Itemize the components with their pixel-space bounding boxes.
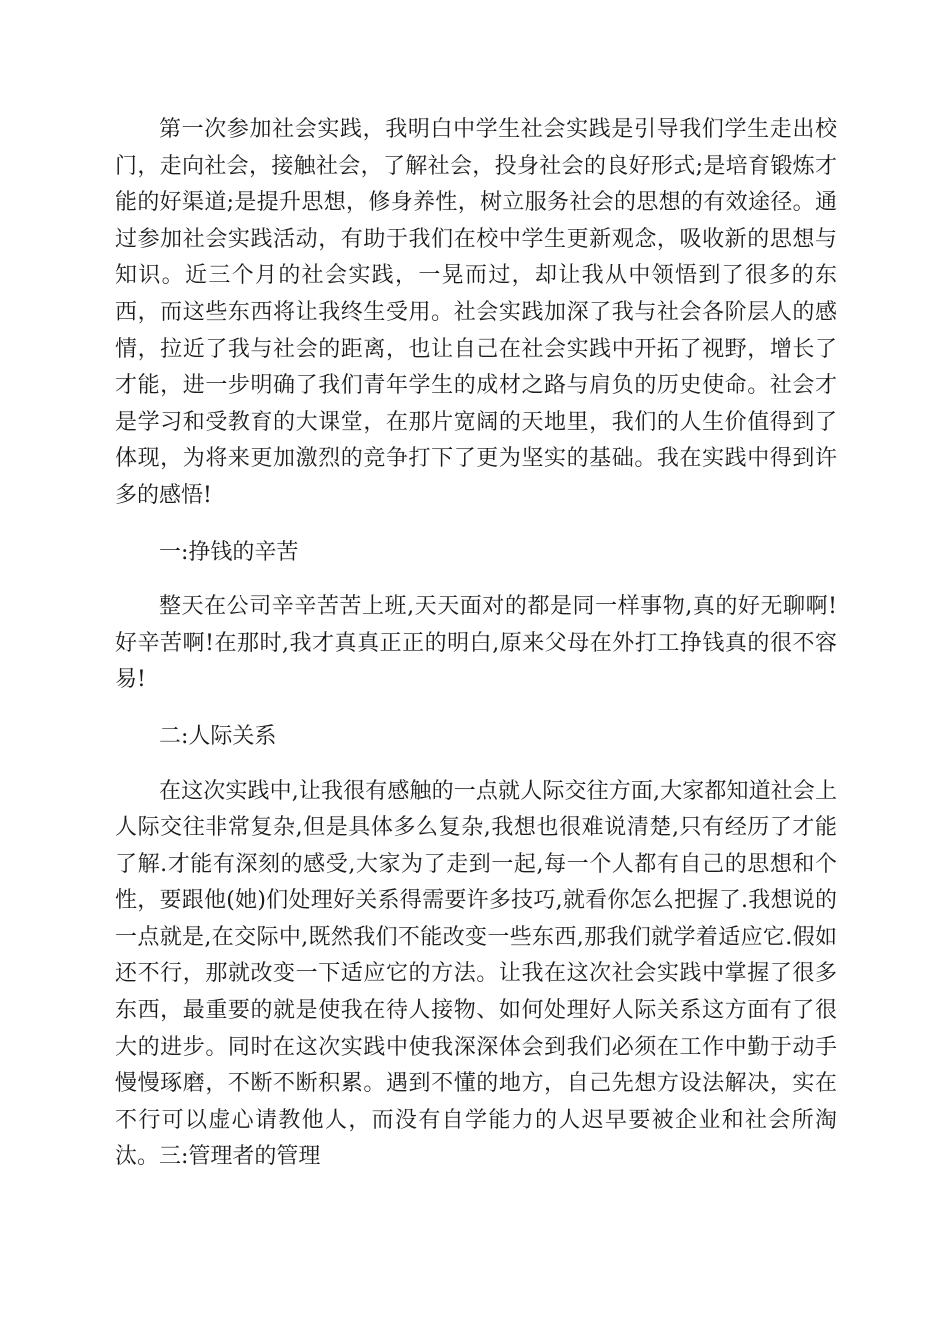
document-body xyxy=(115,112,837,1176)
paragraph-intro: 第一次参加社会实践，我明白中学生社会实践是引导我们学生走出校门，走向社会，接触社会，了解社会，投身社会的良好形式;是培育锻炼才能的好渠道;是提升思想，修身养性，树立服务社会的思想的有效途径。通过参加社会实践活动，有助于我们在校中学生更新观念，吸收新的思想与知识。近三个月的社会实践，一晃而过，却让我从中领悟到了很多的东西，而这些东西将让我终生受用。社会实践加深了我与社会各阶层人的感情，拉近了我与社会的距离，也让自己在社会实践中开拓了视野，增长了才能，进一步明确了我们青年学生的成材之路与肩负的历史使命。社会才是学习和受教育的大课堂，在那片宽阔的天地里，我们的人生价值得到了体现，为将来更加激烈的竞争打下了更为坚实的基础。我在实践中得到许多的感悟! xyxy=(115,117,837,508)
section-heading-1: 一:挣钱的辛苦 xyxy=(159,539,299,565)
paragraph-relationships: 在这次实践中,让我很有感触的一点就人际交往方面,大家都知道社会上人际交往非常复杂,但是具体多么复杂,我想也很难说清楚,只有经历了才能了解.才能有深刻的感受,大家为了走到一起,每一个人都有自己的思想和个性，要跟他(她)们处理好关系得需要许多技巧,就看你怎么把握了.我想说的一点就是,在交际中,既然我们不能改变一些东西,那我们就学着适应它.假如还不行，那就改变一下适应它的方法。让我在这次社会实践中掌握了很多东西，最重要的就是使我在待人接物、如何处理好人际关系这方面有了很大的进步。同时在这次实践中使我深深体会到我们必须在工作中勤于动手慢慢琢磨，不断不断积累。遇到不懂的地方，自己先想方设法解决，实在不行可以虚心请教他人，而没有自学能力的人迟早要被企业和社会所淘汰。三:管理者的管理 xyxy=(115,778,837,1170)
paragraph-earning-hardship: 整天在公司辛辛苦苦上班,天天面对的都是同一样事物,真的好无聊啊!好辛苦啊!在那时,我才真真正正的明白,原来父母在外打工挣钱真的很不容易! xyxy=(115,594,837,693)
section-heading-2: 二:人际关系 xyxy=(159,723,277,749)
